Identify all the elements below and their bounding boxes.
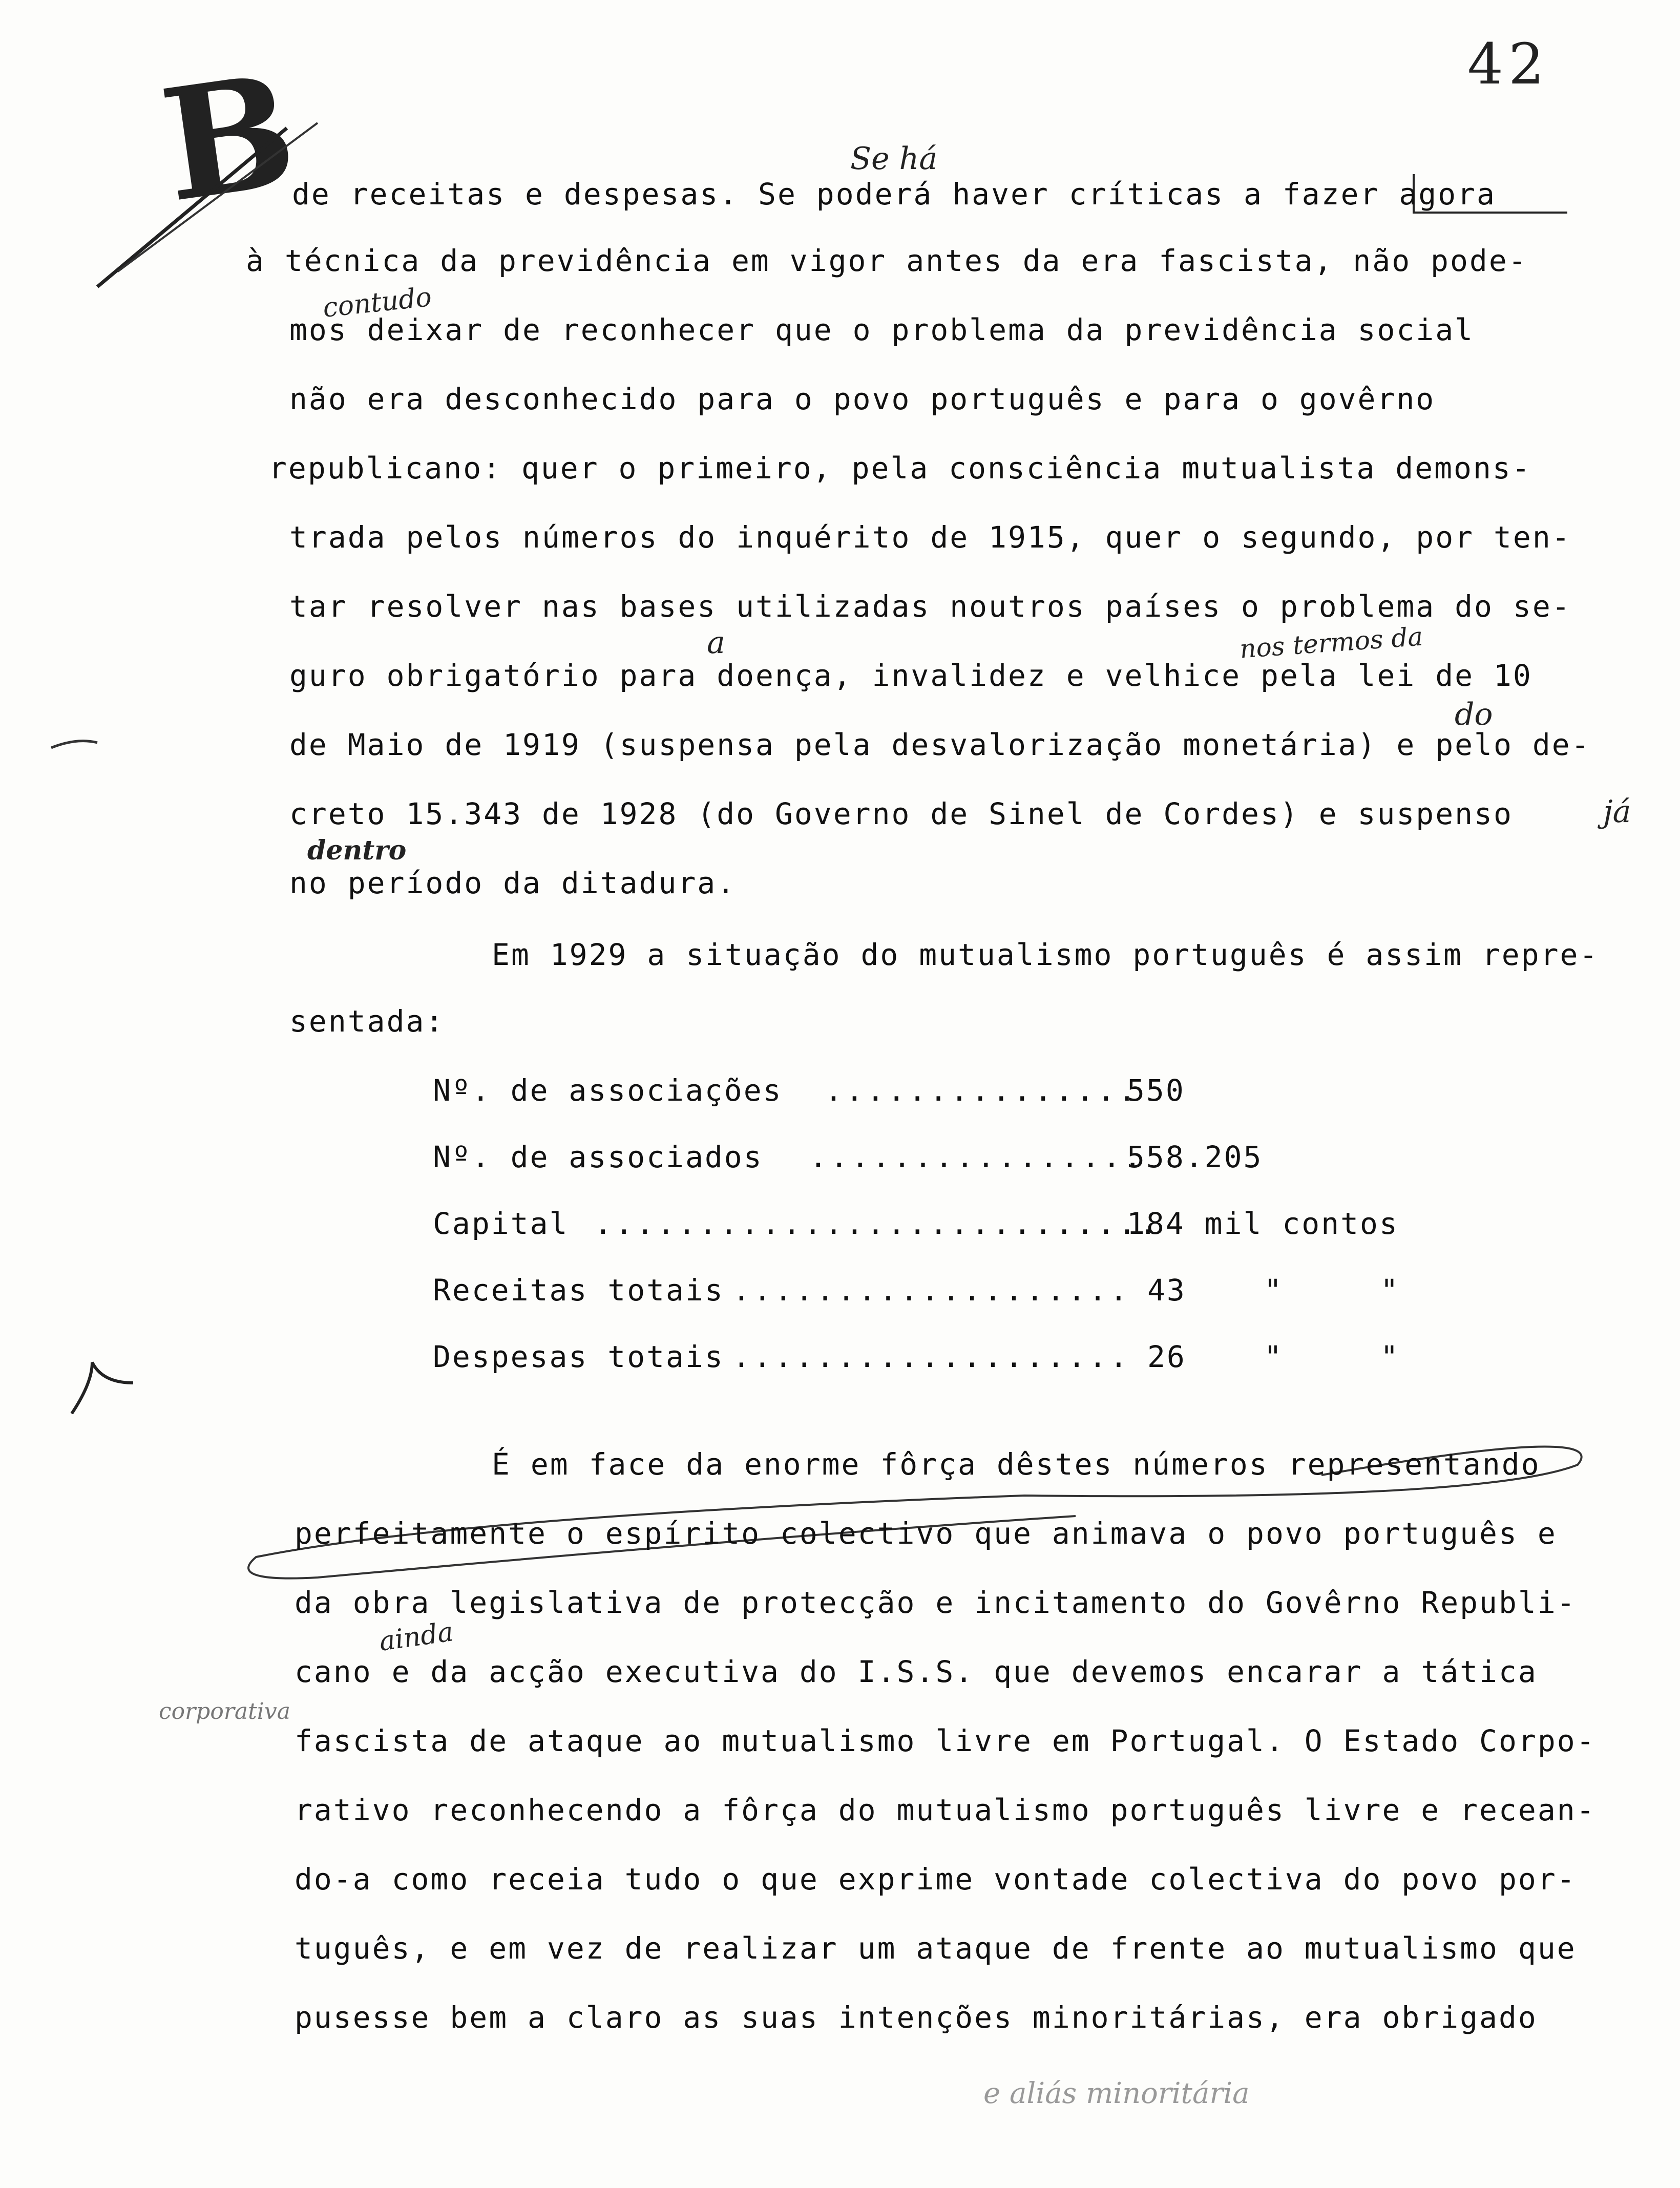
leader-dots: ............... [825, 1073, 1139, 1108]
leader-dots: ........................... [594, 1206, 1160, 1241]
paragraph1-line-7: tar resolver nas bases utilizadas noutros países o problema do se- [289, 589, 1571, 624]
paragraph1-line-4: não era desconhecido para o povo português e para o govêrno [289, 382, 1436, 416]
row-label: Nº. de associados [433, 1140, 763, 1174]
row-label: Despesas totais [433, 1339, 724, 1374]
page-number-annotation: 42 [1467, 31, 1549, 97]
annotation-ainda: ainda [377, 1616, 455, 1657]
row-label: Capital [433, 1206, 569, 1241]
paragraph1-line-1: de receitas e despesas. Se poderá haver críticas a fazer agora [292, 177, 1496, 212]
row-value: 26 " " [1147, 1339, 1400, 1374]
paragraph3-line-1: É em face da enorme fôrça dêstes números representando [492, 1447, 1541, 1482]
paragraph3-line-6: rativo reconhecendo a fôrça do mutualismo português livre e recean- [295, 1793, 1596, 1827]
paragraph3-line-4: cano e da acção executiva do I.S.S. que devemos encarar a tática [295, 1654, 1538, 1689]
paragraph1-line-5: republicano: quer o primeiro, pela consciência mutualista demons- [269, 451, 1531, 486]
annotation-se-ha: Se há [850, 141, 938, 177]
annotation-do: do [1455, 697, 1493, 732]
annotation-corporativa: corporativa [159, 1698, 290, 1724]
paragraph3-line-7: do-a como receia tudo o que exprime vontade colectiva do povo por- [295, 1862, 1577, 1897]
paragraph2-line-1: Em 1929 a situação do mutualismo português é assim repre- [492, 937, 1599, 972]
annotation-ja: já [1603, 794, 1631, 830]
row-value: 558.205 [1127, 1140, 1263, 1174]
margin-check-mark [72, 1362, 133, 1414]
paragraph1-line-9: de Maio de 1919 (suspensa pela desvalorização monetária) e pelo de- [289, 727, 1591, 762]
paragraph3-line-5: fascista de ataque ao mutualismo livre em Portugal. O Estado Corpo- [295, 1723, 1596, 1758]
annotation-nos-termos-da: nos termos da [1238, 621, 1424, 664]
row-value: 184 mil contos [1127, 1206, 1399, 1241]
leader-dots: ................ [809, 1140, 1145, 1174]
section-mark: B [152, 39, 306, 237]
annotation-bottom-note: e aliás minoritária [983, 2077, 1250, 2110]
paragraph3-line-3: da obra legislativa de protecção e incitamento do Govêrno Republi- [295, 1585, 1577, 1620]
paragraph1-line-11: no período da ditadura. [289, 866, 737, 900]
row-label: Receitas totais [433, 1273, 724, 1308]
paragraph1-line-2: à técnica da previdência em vigor antes da era fascista, não pode- [246, 243, 1528, 278]
paragraph1-line-6: trada pelos números do inquérito de 1915, quer o segundo, por ten- [289, 520, 1571, 555]
annotation-dentro: dentro [307, 835, 407, 866]
paragraph1-line-3: mos deixar de reconhecer que o problema da previdência social [289, 312, 1475, 347]
paragraph3-line-2: perfeitamente o espírito colectivo que animava o povo português e [295, 1516, 1557, 1551]
margin-tick-mark [51, 741, 97, 748]
annotation-contudo: contudo [321, 282, 433, 324]
paragraph3-line-9: pusesse bem a claro as suas intenções minoritárias, era obrigado [295, 2000, 1538, 2035]
paragraph1-line-10: creto 15.343 de 1928 (do Governo de Sinel de Cordes) e suspenso [289, 796, 1513, 831]
paragraph1-line-8: guro obrigatório para doença, invalidez e velhice pela lei de 10 [289, 658, 1532, 693]
leader-dots: ................... [732, 1273, 1131, 1308]
leader-dots: ................... [732, 1339, 1131, 1374]
row-value: 43 " " [1147, 1273, 1400, 1308]
annotation-a: a [707, 625, 725, 661]
row-label: Nº. de associações [433, 1073, 783, 1108]
paragraph3-line-8: tuguês, e em vez de realizar um ataque de frente ao mutualismo que [295, 1931, 1577, 1966]
paragraph2-line-2: sentada: [289, 1004, 445, 1039]
row-value: 550 [1127, 1073, 1185, 1108]
